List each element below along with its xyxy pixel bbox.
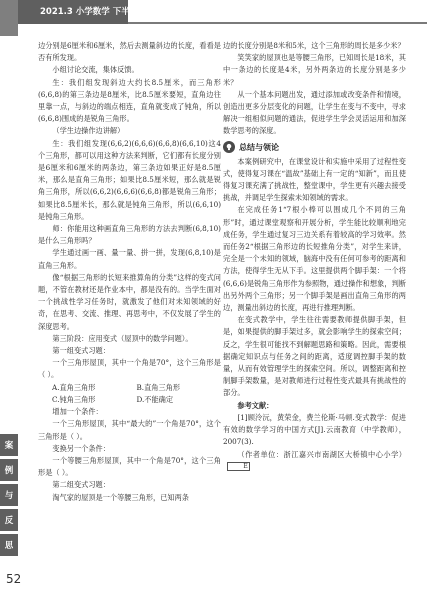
author-affiliation [223,449,406,473]
author-text: （作者单位：浙江嘉兴市南湖区大桥镇中心小学） [237,449,406,459]
paragraph: （学生边操作边讲解） [52,126,125,136]
paragraph: 边的长度分别是8米和5米，这个三角形的周长是多少米？ [223,41,405,50]
paragraph: 在变式教学中，学生往往需要教师提供脚手架，但是，如果提供的脚手架过多，就会影响学生的探索空间；反之，学生很可能找不到解题思路和策略。因此，需要根据确定知识点与任务之间的距离，适度调控脚手架的数量，从而有效管理学生的探索空间。所以，调整距离和控制脚手架数量，是对教师进行过程性变式最具有挑战性的部分。 [223,315,406,398]
paragraph: 师：你能用这种画直角三角形的方法去判断(6,8,10)是什么三角形吗？ [38,224,221,246]
left-column [38,40,221,504]
section-side-tabs [0,434,18,559]
paragraph: 在完成任务1“7根小棒可以围成几个不同的三角形”时，通过课堂观察和开展分析，学生能比较顺利地完成任务，学生通过复习三边关系有着较高的学习效率。然而任务2“根据三角形边的长短推角分类”，对学生来讲，完全是一个未知的领域，脑海中没有任何可参考的距离和方法，使得学生无从下手。这里提供两个脚手架：一个将(6,6,6)是锐角三角形作为参照物，通过操作和想象，判断出另外两个三角形；另一个脚手架是画出直角三角形的两边，测量出斜边的长度，再进行推理判断。 [223,205,406,313]
paragraph: 一个等腰三角形屋顶，其中一个角是70°，这个三角形是（ ）。 [38,455,221,478]
header-side-block [0,0,18,36]
exercise-options [38,382,221,406]
paragraph: 淘气家的屋顶是一个等腰三角形，已知两条 [52,492,189,502]
option-c: C.钝角三角形 [52,394,96,404]
paragraph: 生：我们组发现斜边大约长8.5厘米，而三角形(6,6,8)的第三条边是8厘米，比8.5厘米要短，直角边往里靠一点，与斜边的端点相连，直角就变成了钝角，所以(6,6,8)围成的是锐角三角形。 [38,77,221,124]
side-tab: 与 [0,484,18,506]
option-d: D.不能确定 [136,394,174,404]
paragraph: 学生通过画一画、量一量、拼一拼，发现(6,8,10)是直角三角形。 [38,248,221,270]
paragraph: 变换另一个条件： [52,443,110,453]
page-number: 52 [6,572,22,586]
paragraph: 从一个基本问题出发，通过添加或改变条件和情境，创造出更多分层变化的问题，让学生在变与不变中，寻求解决一组相似问题的通法，促进学生学会灵活运用和加深数学思考的深度。 [223,89,406,136]
option-a: A.直角三角形 [52,382,96,392]
side-tab: 思 [0,534,18,556]
option-b: B.直角三角形 [136,382,181,392]
paragraph: 一个三角形屋顶，其中“最大的”一个角是70°，这个三角形是（ ）。 [38,419,221,441]
reference-item: [1]顾泠沅，黄荣金，费兰伦斯·马顿.变式教学：促进有效的数学学习的中国方式[J].云南教育（中学教师），2007(3). [223,412,406,447]
paragraph: 增加一个条件： [52,407,103,417]
header-title-bar [18,0,159,24]
side-tab: 反 [0,509,18,531]
paragraph: 第三阶段：应用变式（屋顶中的数学问题）。 [52,333,193,343]
right-column [223,40,406,473]
paragraph: 本案例研究中，在课堂设计和实施中采用了过程性变式，使得复习课在“温故”基础上有一定的“知新”，而且使得复习课充满了挑战性，整堂课中，学生更有兴趣去接受挑战，并调足学生探索未知领域的需求。 [223,156,406,203]
paragraph: 生：我们组发现(6,6,2)(6,6,6)(6,6,8)(6,6,10)这4个三角形，都可以用这种方法来判断，它们都有长度分别是6厘米和6厘米的两条边，第三条边如果正好是8.5厘米，那么是直角三角形；如果比8.5厘米短，那么就是锐角三角形，所以(6,6,2)(6,6,6)(6,6,8)都是锐角三角形；如果比8.5厘米长，那么就是钝角三角形，所以(6,6,10)是钝角三角形。 [38,138,221,221]
summary-heading [223,140,406,155]
paragraph: 笑笑家的屋顶也是等腰三角形，已知周长是18米，其中一条边的长度是4米，另外两条边的长度分别是多少米？ [223,53,406,87]
references-title: 参考文献： [237,400,274,410]
paragraph: 第二组变式习题： [52,480,110,490]
paragraph: 小组讨论交流，集体反馈。 [52,65,139,75]
paragraph: 第一组变式习题： [52,346,110,356]
paragraph: 边分别是6厘米和6厘米，然后去测量斜边的长度，看看是否有所发现。 [38,41,221,63]
side-tab: 例 [0,459,18,481]
header-title: 2021.3 小学数学 下半月·数学 [40,7,159,17]
page-header [0,0,427,36]
summary-title: 总结与领论 [239,142,279,152]
lightbulb-icon [223,141,235,153]
end-mark: E [227,462,250,471]
exercise-question: 一个三角形屋顶，其中一个角是70°，这个三角形是（ ）。 [38,358,221,380]
header-rule [128,22,427,24]
paragraph: 像“根据三角形的长短来推算角的分类”这样的变式问题，不管在教材还是作业本中，都是没有的。当学生面对一个挑战性学习任务时，就激发了他们对未知领域的好奇，在思考、交流、推理、再思考中，不仅发展了学生的深度思考。 [38,272,221,331]
side-tab: 案 [0,434,18,456]
